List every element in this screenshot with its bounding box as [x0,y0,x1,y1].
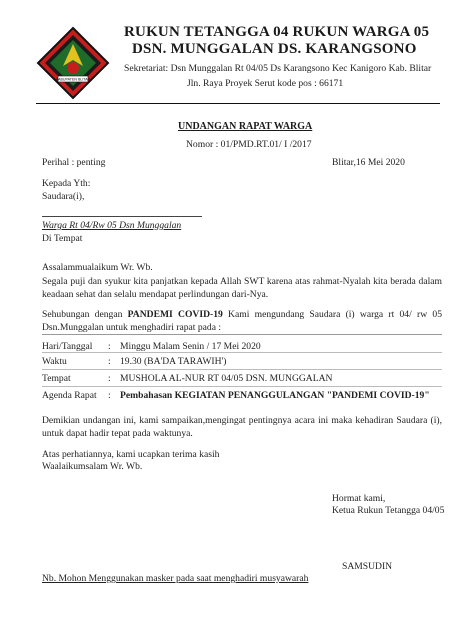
kop-line-2: DSN. MUNGGALAN DS. KARANGSONO [132,41,417,57]
details-row-divider [42,386,442,387]
details-row-divider [42,352,442,353]
kop-address-1: Sekretariat: Dsn Munggalan Rt 04/05 Ds Karangsono Kec Kanigoro Kab. Blitar [124,63,432,74]
letterhead-divider [36,103,440,104]
detail-separator: : [108,356,111,367]
detail-separator: : [108,373,111,384]
kop-line-1: RUKUN TETANGGA 04 RUKUN WARGA 05 [124,24,430,40]
invitation-text-pre: Sehubungan dengan [42,309,128,320]
footnote: Nb. Mohon Menggunakan masker pada saat menghadiri musyawarah [42,573,309,584]
details-row-divider [42,369,442,370]
signature-position: Ketua Rukun Tetangga 04/05 [332,505,445,516]
signature-closing: Hormat kami, [332,493,386,504]
recipient-blank-line [42,216,202,217]
recipient-heading: Kepada Yth: [42,178,91,189]
invitation-text-post: Kami mengundang Saudara (i) warga rt 04/ rw 05 Dsn.Munggalan untuk menghadiri rapat pada : [42,309,442,333]
detail-label: Hari/Tanggal [42,341,93,352]
detail-separator: : [108,390,111,401]
subject: Perihal : penting [42,157,106,168]
detail-label: Tempat [42,373,71,384]
detail-label: Waktu [42,356,67,367]
invitation-topic: PANDEMI COVID-19 [127,309,223,320]
letter-number: Nomor : 01/PMD.RT.01/ I /2017 [186,139,312,150]
kop-address-2: Jln. Raya Proyek Serut kode pos : 66171 [187,78,344,89]
detail-value: Pembahasan KEGIATAN PENANGGULANGAN "PANDEMI COVID-19" [120,390,430,401]
logo-lettering: KABUPATEN BLITAR [55,77,91,82]
details-divider [42,334,442,335]
detail-value: 19.30 (BA'DA TARAWIH') [120,356,227,367]
greeting: Assalammualaikum Wr. Wb. [42,262,153,273]
letter-title: UNDANGAN RAPAT WARGA [178,121,313,132]
signatory-name: SAMSUDIN [342,561,393,572]
recipient-location: Di Tempat [42,233,83,244]
opening-paragraph: Segala puji dan syukur kita panjatkan kepada Allah SWT karena atas rahmat-Nyalah kita berada dalam keadaan sehat dan selalu mendapat perlindungan dari-Nya. [42,276,442,300]
farewell-greeting: Waalaikumsalam Wr. Wb. [42,461,143,472]
detail-separator: : [108,341,111,352]
detail-label: Agenda Rapat [42,390,97,401]
detail-value: Minggu Malam Senin / 17 Mei 2020 [120,341,261,352]
invitation-paragraph [42,308,442,334]
thanks-line: Atas perhatiannya, kami ucapkan terima kasih [42,449,220,460]
kabupaten-blitar-logo [36,26,110,100]
recipient-salutation: Saudara(i), [42,191,85,202]
place-date: Blitar,16 Mei 2020 [332,157,405,168]
closing-paragraph: Demikian undangan ini, kami sampaikan,mengingat pentingnya acara ini maka kehadiran Saudara (i), untuk dapat hadir tepat pada waktunya. [42,415,442,439]
detail-value: MUSHOLA AL-NUR RT 04/05 DSN. MUNGGALAN [120,373,333,384]
recipient-group: Warga Rt 04/Rw 05 Dsn Munggalan [42,220,182,231]
